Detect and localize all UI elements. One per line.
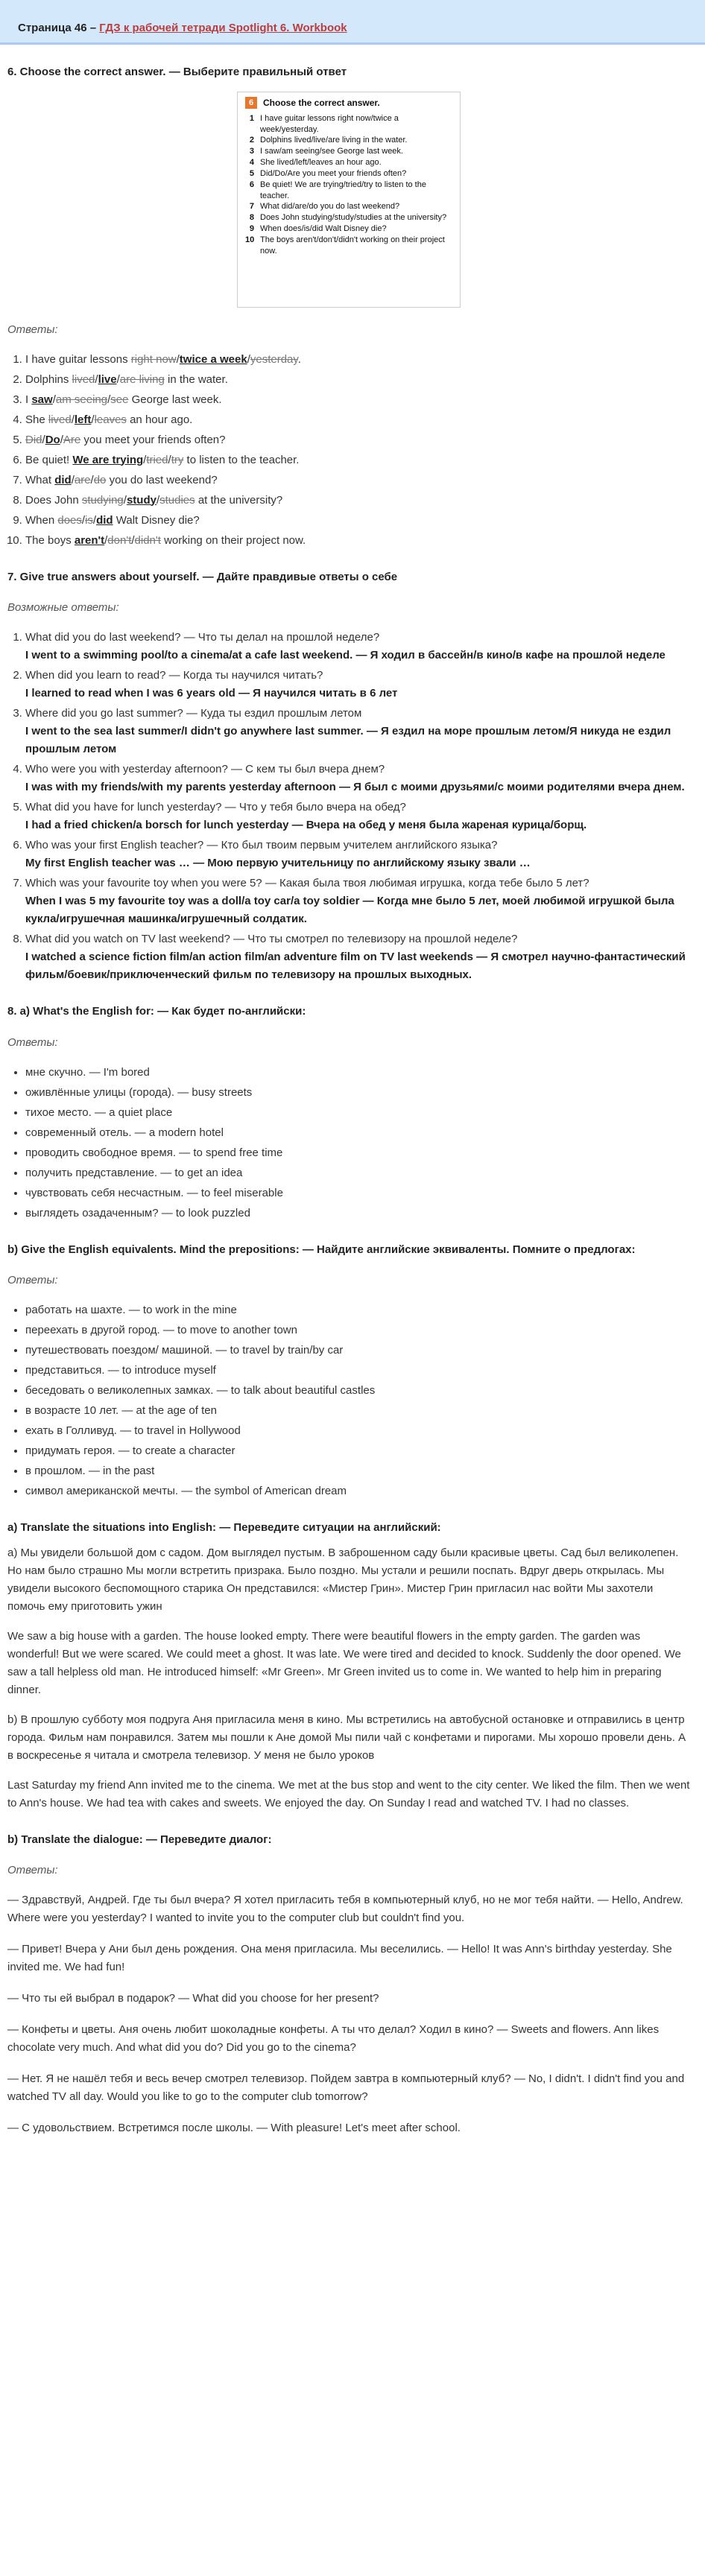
answer-text: My first English teacher was … — Мою первую учительницу по английскому языку звали …	[25, 857, 531, 869]
list-item: 9. When does/is/did Walt Disney die?	[25, 512, 690, 530]
list-item	[25, 837, 690, 872]
answers-label: Ответы:	[7, 1864, 58, 1877]
answer-text: I learned to read when I was 6 years old — Я научился читать в 6 лет	[25, 687, 398, 699]
answer-text: When I was 5 my favourite toy was a doll/a toy car/a toy soldier — Когда мне было 5 лет, моей любимой игрушкой была кукла/игрушечная машинка/игрушечный солдатик.	[25, 895, 674, 925]
ex8b-answers-list	[7, 1301, 690, 1500]
workbook-item: I saw/am seeing/see George last week.	[260, 147, 403, 156]
answer-text: I went to a swimming pool/to a cinema/at a cafe last weekend. — Я ходил в бассейн/в кино/в кафе на прошлой неделе	[25, 649, 666, 662]
page-header-banner	[0, 0, 705, 45]
question-text: What did you do last weekend? — Что ты делал на прошлой неделе?	[25, 631, 380, 644]
list-item	[25, 930, 690, 984]
ex7-title: 7. Give true answers about yourself. — Дайте правдивые ответы о себе	[7, 570, 398, 583]
list-item: 4. She lived/left/leaves an hour ago.	[25, 411, 690, 429]
list-item: • в прошлом. — in the past	[25, 1462, 690, 1480]
ex9b-title: b) Translate the dialogue: — Переведите диалог:	[7, 1833, 272, 1846]
answers-label: Ответы:	[7, 1274, 58, 1287]
list-item: • тихое место. — a quiet place	[25, 1104, 690, 1122]
dialogue-line: — С удовольствием. Встретимся после школы. — With pleasure! Let's meet after school.	[7, 2122, 461, 2134]
answer-text: I was with my friends/with my parents yesterday afternoon — Я был с моими друзьями/с моими родителями вчера днем.	[25, 781, 685, 793]
banner-link[interactable]: ГДЗ к рабочей тетради Spotlight 6. Workbook	[99, 22, 347, 34]
question-text: What did you have for lunch yesterday? — Что у тебя было вчера на обед?	[25, 801, 406, 813]
dialogue-line: — Привет! Вчера у Ани был день рождения. Она меня пригласила. Мы веселились. — Hello! It was Ann's birthday yesterday. She invited me. We had fun!	[7, 1943, 672, 1973]
situation-b-russian: b) В прошлую субботу моя подруга Аня пригласила меня в кино. Мы встретились на автобусной остановке и отправились в центр города. Фильм нам понравился. Затем мы пошли к Ане домой Мы пили чай с конфетами и пирогами. Мы хорошо провели день. А в воскресенье я читала и смотрела телевизор. У меня не было уроков	[7, 1713, 686, 1762]
dialogue-line: — Что ты ей выбрал в подарок? — What did you choose for her present?	[7, 1992, 379, 2005]
list-item: 1. I have guitar lessons right now/twice a week/yesterday.	[25, 351, 690, 369]
list-item: • работать на шахте. — to work in the mine	[25, 1301, 690, 1319]
dialogue-line: — Конфеты и цветы. Аня очень любит шоколадные конфеты. А ты что делал? Ходил в кино? — Sweets and flowers. Ann likes chocolate very much. And what did you do? Did you go to the cinema?	[7, 2023, 660, 2054]
list-item	[25, 799, 690, 834]
workbook-heading: Choose the correct answer.	[263, 97, 380, 108]
ex8a-title: 8. a) What's the English for: — Как будет по-английски:	[7, 1005, 306, 1018]
workbook-item: Did/Do/Are you meet your friends often?	[260, 168, 407, 178]
banner-prefix: Страница 46 –	[18, 22, 100, 34]
ex6-answers-list	[7, 351, 690, 550]
situation-a-russian: а) Мы увидели большой дом с садом. Дом выглядел пустым. В заброшенном саду были красивые цветы. Сад был великолепен. Но нам было страшно Мы могли встретить призрака. Было поздно. Мы устали и решили поспать. Вдруг дверь открылась. Мы увидели высокого беспомощного старика Он представился: «Мистер Грин». Мистер Грин пригласил нас войти Мы захотели помочь ему приготовить ужин	[7, 1546, 679, 1613]
list-item	[25, 705, 690, 758]
workbook-item: When does/is/did Walt Disney die?	[260, 224, 387, 234]
workbook-item: Does John studying/study/studies at the university?	[260, 213, 447, 223]
answer-text: I had a fried chicken/a borsch for lunch yesterday — Вчера на обед у меня была жареная курица/борщ.	[25, 819, 587, 831]
dialogue-line: — Нет. Я не нашёл тебя и весь вечер смотрел телевизор. Пойдем завтра в компьютерный клуб? — No, I didn't. I didn't find you and watched TV all day. Would you like to go to the computer club tomorrow?	[7, 2072, 685, 2103]
list-item: 8. Does John studying/study/studies at the university?	[25, 492, 690, 510]
list-item	[25, 875, 690, 928]
dialogue	[7, 1891, 690, 2137]
ex9a-title: a) Translate the situations into English: — Переведите ситуации на английский:	[7, 1521, 441, 1534]
list-item: 3. I saw/am seeing/see George last week.	[25, 391, 690, 409]
list-item: • современный отель. — a modern hotel	[25, 1124, 690, 1142]
list-item: 10. The boys aren't/don't/didn't working on their project now.	[25, 532, 690, 550]
list-item: 6. Be quiet! We are trying/tried/try to listen to the teacher.	[25, 451, 690, 469]
list-item	[25, 629, 690, 664]
list-item: • представиться. — to introduce myself	[25, 1362, 690, 1380]
workbook-item: She lived/left/leaves an hour ago.	[260, 158, 382, 168]
workbook-item: I have guitar lessons right now/twice a week/yesterday.	[260, 113, 399, 134]
list-item: • символ американской мечты. — the symbol of American dream	[25, 1482, 690, 1500]
question-text: Which was your favourite toy when you were 5? — Какая была твоя любимая игрушка, когда тебе было 5 лет?	[25, 877, 589, 889]
list-item	[25, 667, 690, 702]
list-item: • в возрасте 10 лет. — at the age of ten	[25, 1402, 690, 1420]
list-item: 5. Did/Do/Are you meet your friends often?	[25, 431, 690, 449]
situation-a-english: We saw a big house with a garden. The house looked empty. There were beautiful flowers in the empty garden. The garden was wonderful! But we were scared. We could meet a ghost. It was late. We were tired and decided to knock. Suddenly the door opened. We saw a tall helpless old man. He introduced himself: «Mr Green». Mr Green invited us to come in. We wanted to help him in preparing dinner.	[7, 1629, 681, 1696]
list-item: • переехать в другой город. — to move to another town	[25, 1322, 690, 1339]
list-item: • чувствовать себя несчастным. — to feel miserable	[25, 1184, 690, 1202]
workbook-item: The boys aren't/don't/didn't working on their project now.	[260, 235, 445, 256]
list-item: • ехать в Голливуд. — to travel in Hollywood	[25, 1422, 690, 1440]
list-item: 7. What did/are/do you do last weekend?	[25, 472, 690, 489]
workbook-exercise-image: 6 Choose the correct answer. 1 I have guitar lessons right now/twice a week/yesterday. 2 Dolphins lived/live/are living in the water. 3 I saw/am seeing/see George last week. 4 She lived/left/leaves an hour ago. 5 Did/Do/Are you meet your friends often? 6 Be quiet! We are trying/tried/try to listen to the teacher. 7 What did/are/do you do last weekend? 8 Does John studying/study/studies at the university? 9 When does/is/did Walt Disney die? 10 The boys aren't/don't/didn't working on their project now.	[237, 92, 461, 308]
dialogue-line: — Здравствуй, Андрей. Где ты был вчера? Я хотел пригласить тебя в компьютерный клуб, но не мог тебя найти. — Hello, Andrew. Where were you yesterday? I wanted to invite you to the computer club but couldn't find you.	[7, 1894, 683, 1924]
ex6-title: 6. Choose the correct answer. — Выберите правильный ответ	[7, 66, 347, 78]
answers-label: Ответы:	[7, 323, 58, 336]
answer-text: I went to the sea last summer/I didn't go anywhere last summer. — Я ездил на море прошлым летом/Я никуда не ездил прошлым летом	[25, 725, 671, 755]
question-text: Who was your first English teacher? — Кто был твоим первым учителем английского языка?	[25, 839, 498, 851]
list-item: 2. Dolphins lived/live/are living in the water.	[25, 371, 690, 389]
list-item: • оживлённые улицы (города). — busy streets	[25, 1084, 690, 1102]
workbook-item: Be quiet! We are trying/tried/try to listen to the teacher.	[260, 180, 426, 200]
ex8b-title: b) Give the English equivalents. Mind the prepositions: — Найдите английские эквиваленты. Помните о предлогах:	[7, 1243, 636, 1256]
workbook-item: What did/are/do you do last weekend?	[260, 202, 400, 212]
list-item: • путешествовать поездом/ машиной. — to travel by train/by car	[25, 1342, 690, 1360]
list-item: • выглядеть озадаченным? — to look puzzled	[25, 1205, 690, 1222]
question-text: What did you watch on TV last weekend? — Что ты смотрел по телевизору на прошлой неделе?	[25, 933, 518, 945]
situation-b-english: Last Saturday my friend Ann invited me to the cinema. We met at the bus stop and went to the city center. We liked the film. Then we went to Ann's house. We had tea with cakes and sweets. We enjoyed the day. On Sunday I read and watched TV. I had no classes.	[7, 1778, 690, 1809]
ex7-answers-list	[7, 629, 690, 984]
ex8a-answers-list	[7, 1064, 690, 1222]
list-item: • придумать героя. — to create a character	[25, 1442, 690, 1460]
list-item: • получить представление. — to get an idea	[25, 1164, 690, 1182]
exercise-number-badge: 6	[245, 97, 257, 109]
question-text: When did you learn to read? — Когда ты научился читать?	[25, 669, 323, 682]
list-item: • беседовать о великолепных замках. — to talk about beautiful castles	[25, 1382, 690, 1400]
answers-label: Возможные ответы:	[7, 601, 119, 614]
answers-label: Ответы:	[7, 1035, 58, 1049]
workbook-item: Dolphins lived/live/are living in the water.	[260, 136, 408, 145]
list-item: • мне скучно. — I'm bored	[25, 1064, 690, 1082]
list-item	[25, 761, 690, 796]
answer-text: I watched a science fiction film/an action film/an adventure film on TV last weekends — Я смотрел научно-фантастический фильм/боевик/приключенческий фильм по телевизору на прошлых выходных.	[25, 951, 686, 981]
list-item: • проводить свободное время. — to spend free time	[25, 1144, 690, 1162]
question-text: Who were you with yesterday afternoon? — С кем ты был вчера днем?	[25, 763, 385, 775]
question-text: Where did you go last summer? — Куда ты ездил прошлым летом	[25, 707, 362, 720]
